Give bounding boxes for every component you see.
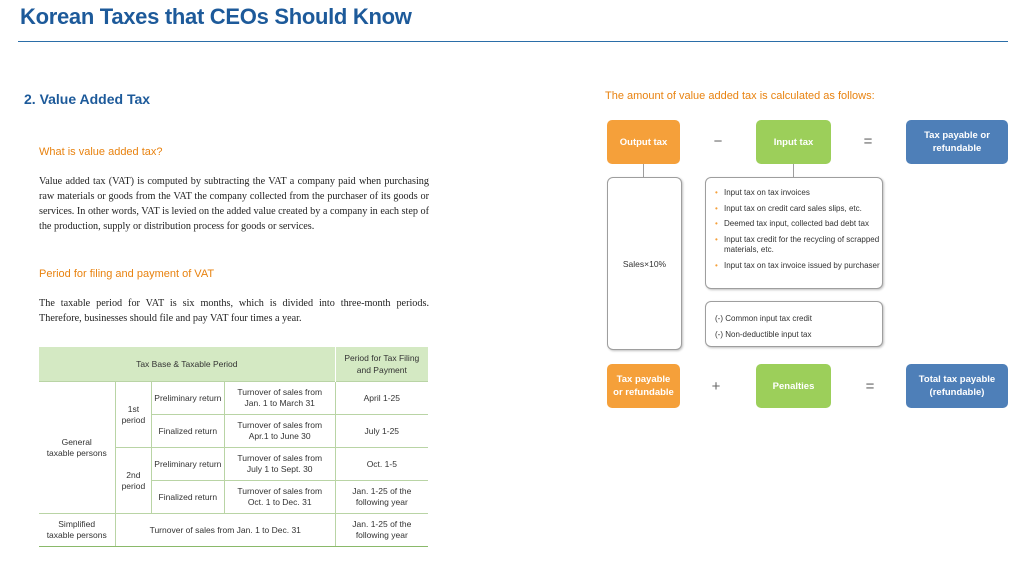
bullet-icon: •: [715, 260, 718, 270]
list-item: [715, 188, 882, 199]
general-line1: General: [61, 436, 92, 447]
header-tax-base: Tax Base & Taxable Period: [39, 347, 336, 382]
minus-operator: −: [713, 133, 723, 150]
due-date-cell: [335, 481, 428, 514]
second-period-line2: period: [121, 480, 146, 491]
period-heading: Period for filing and payment of VAT: [39, 268, 215, 280]
simplified-line1: Simplified: [58, 519, 96, 529]
list-item: [715, 219, 882, 230]
due-date-cell: [335, 514, 428, 547]
input-items-box: [705, 177, 883, 289]
table-row: [39, 382, 429, 415]
output-tax-connector: [643, 164, 644, 178]
due-line1: Jan. 1-25 of the: [352, 519, 412, 529]
return-type: Finalized return: [151, 481, 224, 514]
total-tax-box: [906, 364, 1008, 408]
penalties-box: Penalties: [756, 364, 831, 408]
total-line2: (refundable): [929, 387, 985, 398]
turnover-cell: [224, 481, 335, 514]
general-taxable-persons: [39, 382, 116, 514]
bottom-tax-payable-line2: or refundable: [613, 387, 674, 398]
plus-operator: +: [711, 378, 721, 395]
output-tax-box: Output tax: [607, 120, 680, 164]
return-type: Finalized return: [151, 415, 224, 448]
first-period-line1: 1st: [127, 403, 140, 414]
input-item-text: Input tax on tax invoices: [724, 188, 810, 197]
turnover-line1: Turnover of sales from: [237, 453, 323, 463]
header-filing-period-line1: Period for Tax Filing: [344, 353, 420, 363]
input-item-text: Input tax credit for the recycling of scrapped materials, etc.: [724, 234, 880, 254]
general-line2: taxable persons: [46, 447, 107, 458]
header-filing-period-line2: and Payment: [356, 365, 407, 375]
bullet-icon: •: [715, 203, 718, 213]
input-tax-box: Input tax: [756, 120, 831, 164]
period-text: The taxable period for VAT is six months, which is divided into three-month periods. Therefore, businesses should file and pay VAT four times a year.: [39, 298, 429, 324]
bullet-icon: •: [715, 234, 718, 244]
sales-formula: Sales×10%: [622, 258, 667, 269]
second-period: [115, 448, 151, 514]
bottom-tax-payable-box: [607, 364, 680, 408]
turnover-line2: Oct. 1 to Dec. 31: [247, 497, 312, 507]
total-line1: Total tax payable: [918, 374, 996, 385]
due-line2: following year: [355, 530, 408, 540]
due-line1: Jan. 1-25 of the: [352, 486, 412, 496]
turnover-line2: Jan. 1 to March 31: [244, 398, 315, 408]
list-item: [715, 204, 882, 215]
bullet-icon: •: [715, 188, 718, 197]
input-items-list: [715, 188, 882, 271]
turnover-cell: [224, 382, 335, 415]
input-item-text: Input tax on credit card sales slips, etc.: [724, 203, 862, 213]
what-is-vat-text: Value added tax (VAT) is computed by subtracting the VAT a company paid when purchasing raw materials or goods from the VAT the company collected from the purchaser of its goods or services. In other words, VAT is levied on the added value created by a company in each step of the production, supply or distribution process for goods or services.: [39, 176, 429, 232]
list-item: [715, 261, 882, 272]
simplified-turnover: Turnover of sales from Jan. 1 to Dec. 31: [115, 514, 335, 547]
header-filing-period: [335, 347, 428, 382]
turnover-line2: July 1 to Sept. 30: [246, 464, 313, 474]
first-period-line2: period: [121, 414, 146, 425]
list-item: [715, 235, 882, 256]
due-line2: following year: [355, 497, 408, 507]
return-type: Preliminary return: [151, 448, 224, 481]
due-date-cell: April 1-25: [335, 382, 428, 415]
section-heading: 2. Value Added Tax: [24, 91, 151, 107]
turnover-cell: [224, 448, 335, 481]
equals-operator-bottom: =: [865, 378, 875, 395]
page-title: Korean Taxes that CEOs Should Know: [20, 4, 412, 29]
what-is-vat-heading: What is value added tax?: [39, 146, 163, 158]
simplified-taxable-persons: [39, 514, 116, 547]
simplified-line2: taxable persons: [46, 530, 107, 540]
turnover-line2: Apr.1 to June 30: [248, 431, 311, 441]
tax-payable-line2: refundable: [932, 143, 982, 154]
bullet-icon: •: [715, 219, 718, 228]
calculation-heading: The amount of value added tax is calculated as follows:: [605, 90, 875, 102]
vat-period-table: [38, 347, 428, 547]
sales-formula-box: [607, 177, 682, 350]
input-item-text: Input tax on tax invoice issued by purchaser: [724, 260, 880, 270]
turnover-line1: Turnover of sales from: [237, 486, 323, 496]
deduction-item: (-) Common input tax credit: [715, 314, 812, 323]
first-period: [115, 382, 151, 448]
turnover-line1: Turnover of sales from: [237, 387, 323, 397]
table-row: [39, 514, 429, 547]
due-date-cell: July 1-25: [335, 415, 428, 448]
return-type: Preliminary return: [151, 382, 224, 415]
bottom-tax-payable-line1: Tax payable: [616, 374, 671, 385]
input-tax-connector: [793, 164, 794, 178]
deductions-box: [705, 301, 883, 347]
table-header-row: [39, 347, 429, 382]
second-period-line1: 2nd: [126, 469, 141, 480]
title-divider: [18, 41, 1008, 42]
turnover-cell: [224, 415, 335, 448]
input-item-text: Deemed tax input, collected bad debt tax: [724, 219, 869, 228]
turnover-line1: Turnover of sales from: [237, 420, 323, 430]
tax-payable-box: [906, 120, 1008, 164]
tax-payable-line1: Tax payable or: [924, 130, 990, 141]
due-date-cell: Oct. 1-5: [335, 448, 428, 481]
deduction-item: (-) Non-deductible input tax: [715, 330, 812, 339]
equals-operator: =: [863, 133, 873, 150]
